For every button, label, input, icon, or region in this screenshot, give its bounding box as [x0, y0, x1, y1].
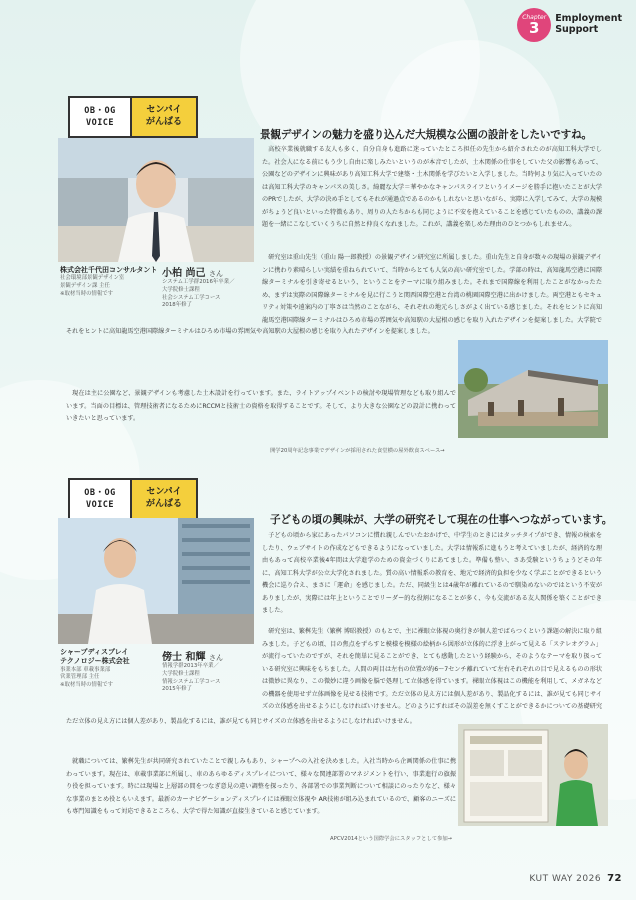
body-paragraph — [262, 252, 602, 324]
badge-ganbaru: がんばる — [145, 499, 182, 509]
badge-right — [132, 480, 196, 518]
job-title: 景観デザイン課 主任 — [60, 283, 110, 289]
terrace-photo — [458, 340, 608, 438]
body-paragraph — [66, 388, 456, 438]
career-line: 社会システム工学コース — [162, 294, 221, 301]
chapter-badge — [517, 8, 551, 42]
department: 社会環境部景観デザイン室 — [60, 275, 125, 282]
career-line: システム工学群2016年卒業／ — [162, 279, 235, 285]
company-name-line1: シャープディスプレイ — [60, 648, 129, 656]
ob-og-voice-badge — [68, 478, 198, 520]
job-title: 営業管理部 主任 — [60, 674, 100, 681]
paragraph-3: 現在は主に公園など、景観デザインも考慮した土木設計を行っています。また、ライトアップイベントの検討や現場管理なども取り組んでいます。当面の目標は、管理技術者になるためにRCCMと技術士の資格を取得することです。そして、より大きな公園などの設計に携わっていきたいと思っています。 — [66, 390, 456, 422]
badge-right — [132, 98, 196, 136]
career-line: 大学院修士課程 — [162, 670, 200, 677]
chapter-title-line1: Employment — [555, 13, 622, 25]
company-block — [60, 266, 160, 298]
paragraph-1: 高校卒業後就職する友人も多く、自分自身も進路に迷っていたところ担任の先生から紹介されたのが高知工科大学でした。社会人になる前にもう少し自由に楽しみたいというのが本音でしたが、土木関係の仕事をしていた父の影響もあって、公園などのデザインに興味があり高知工科大学で建築・土木関係を学びたいと入学しました。当時何より気に入っていたのは高知工科大学のキャンパスの美しさ。綺麗な大学＝華やかなキャンパスライフというイメージを勝手に抱いたことが大学のPRでしたが、大学の決め手としてもそれが通過点であるのかもしれないと思いながら、実際に入学してみて、大学の規模がちょうど良いといった特徴もあり、周りの人たちからも同じように不安を抱えていることを感じていたものの、講義の課題を一緒にこなしていくうちに自然と仲良くなれました。これが、講義を楽しめた理由のひとつかもしれません。 — [262, 146, 602, 228]
badge-senpai: センパイ — [146, 105, 182, 116]
career-line: 情報学群2013年卒業／ — [162, 663, 219, 669]
career-line: 大学院修士課程 — [162, 286, 200, 293]
person-name-suffix: さん — [208, 654, 223, 662]
badge-left — [70, 480, 132, 518]
paragraph-2: 研究室は重山先生（重山 陽一郎教授）の景観デザイン研究室に所属しました。重山先生と自身が数々の現場の景観デザインに携わり素晴らしい実績を重ねられていて、当時からとても人気の高い研究室でした。学部の時は、高知龍馬空港に国際線ターミナルを引き寄せるという、ということをテーマに取り組みました。それまで国際線を利用したことがなかったため、まずは実際の国際線ターミナルを見に行こうと関西国際空港と台湾の桃園国際空港に出かけました。両空港ともセキュリティ対策や遠案内の丁寧さは当然のことながら、それぞれの地元らしさがよく出ている感じました。それをヒントに高知龍馬空港国際線ターミナルはひろめ市場の雰囲気や高知駅の大屋根の感じを取り入れたデザインを提案しました。大学院で — [262, 254, 602, 324]
badge-ganbaru: がんばる — [145, 117, 182, 127]
career-line: 情報システム工学コース — [162, 678, 221, 685]
career-line: 2015年修了 — [162, 686, 192, 693]
body-paragraph — [262, 626, 602, 714]
conference-photo — [458, 724, 608, 826]
photo-caption: 開学20周年記念事業でデザインが採用された食堂横の屋外飲食スペース→ — [270, 448, 445, 454]
person-name-text: 傍士 和輝 — [162, 652, 206, 663]
chapter-title — [555, 14, 622, 36]
portrait-photo — [58, 518, 254, 644]
badge-voice: VOICE — [85, 500, 115, 510]
chapter-title-line2: Support — [555, 24, 599, 35]
paragraph-3: 就職については、繁桝先生が共同研究されていたことで親しみもあり、シャープへの入社を決めました。入社当時から企画関係の仕事に携わっています。現在は、車載事業部に所属し、車のあらゆるディスプレイについて、様々な関連部署のマネジメントを行い、事業進行の旗振り役を担っています。時には現場と上層部の間をつなぎ意見の違い調整を探ったり、各部署での事業判断について相談にのったりなど、様々な事業のまとめ役ともいえます。最新のカーナビゲーションディスプレイには裸眼立体視や AR技術が組み込まれているので、顧客のニーズにも専門知識をもって対応できるところも、大学で得た知識が直接生きていると感じています。 — [66, 758, 456, 815]
section-heading: 景観デザインの魅力を盛り込んだ大規模な公園の設計をしたいですね。 — [260, 129, 592, 141]
page-footer — [529, 873, 622, 884]
badge-voice: VOICE — [85, 118, 115, 128]
photo-caption: APCV2014という国際学会にスタッフとして参加→ — [330, 836, 453, 842]
person-block — [162, 264, 258, 310]
person-name-text: 小柏 尚己 — [162, 268, 206, 279]
badge-left — [70, 98, 132, 136]
company-block — [60, 648, 160, 690]
paragraph-2-cont: ただ立体の見え方には個人差があり、製品化するには、誰が見ても同じサイズの立体感を出せるようにしなければいけません。 — [66, 718, 416, 725]
portrait-photo — [58, 138, 254, 262]
person-name — [162, 648, 258, 663]
paragraph-2: 研究室は、繁桝先生（繁桝 博昭教授）のもとで、主に裸眼立体視の奥行きが個人差でばらつくという課題の解決に取り組みました。子どもの頃、目の焦点をずらすと模様を模様の絵柄から図形が立体的に浮き上がって見える「ステレオグラム」が流行っていたのですが、それを簡単に見ることができ、とても感動したという経験から、そのようなテーマを取り扱っている研究室に興味をもちました。人間の両目は左右の位置が約6〜7センチ離れていて左右それぞれの目で見えるものの形状は微妙に異なり、この微妙に違う画像を脳で処理して立体感を得ています。裸眼立体視はこの機能を利用して、メガネなどの機器を使用せず立体画像を見せる技術です。ただ立体の見え方には個人差があり、製品化するには、誰が見ても同じサイズの立体感を出せるようにしなければいけません。どのようにすればその誤差を無くすことができるかについての基礎研究 — [262, 628, 602, 710]
note: ※取材当時の情報です — [60, 682, 114, 688]
note: ※取材当時の情報です — [60, 290, 114, 297]
person-name — [162, 264, 258, 279]
person-name-suffix: さん — [208, 270, 223, 278]
department: 事業本部 車載事業部 — [60, 666, 111, 673]
paragraph-2-cont: それをヒントに高知龍馬空港国際線ターミナルはひろめ市場の雰囲気や高知駅の大屋根の感じを取り入れたデザインを提案しました。 — [66, 328, 434, 335]
chapter-word: Chapter — [522, 13, 547, 21]
paragraph-1: 子どもの頃から家にあったパソコンに慣れ親しんでいたおかげで、中学生のときにはタッチタイプができ、情報の検索をしたり、ウェブサイトの作成などもできるようになっていました。大学は情報系に進もうと考えていましたが、経済的な理由もあって高校卒業後4年間は大学進学のための資金づくりにあてました。準備も整い、さあ受験というちょうどその年に、高知工科大学が公立大学化されました。質の高い情報系の教育を、地元で経済的負担を少なく学ぶことができるという機会に巡り合え、まさに「運命」を感じました。ただ、同級生とは4歳年が離れているので馴染めないのではという不安がありましたが、実際には年上ということでリーダー的な役割になることが多く、今も交流がある友人関係を築くことができました。 — [262, 532, 602, 614]
page-number: 72 — [607, 873, 622, 884]
chapter-number: 3 — [528, 18, 540, 37]
body-paragraph — [262, 530, 602, 618]
ob-og-voice-badge — [68, 96, 198, 138]
chapter-header — [517, 8, 622, 42]
body-paragraph — [66, 326, 456, 388]
badge-obog: OB・OG — [84, 487, 116, 498]
badge-obog: OB・OG — [84, 105, 116, 116]
footer-brand: KUT WAY 2026 — [529, 874, 602, 884]
section-heading: 子どもの頃の興味が、大学の研究そして現在の仕事へつながっています。 — [270, 514, 613, 526]
person-block — [162, 648, 258, 694]
badge-senpai: センパイ — [146, 487, 182, 498]
company-name: 株式会社千代田コンサルタント — [60, 266, 158, 274]
career-line: 2018年修了 — [162, 302, 192, 309]
company-name-line2: テクノロジー株式会社 — [60, 657, 130, 666]
